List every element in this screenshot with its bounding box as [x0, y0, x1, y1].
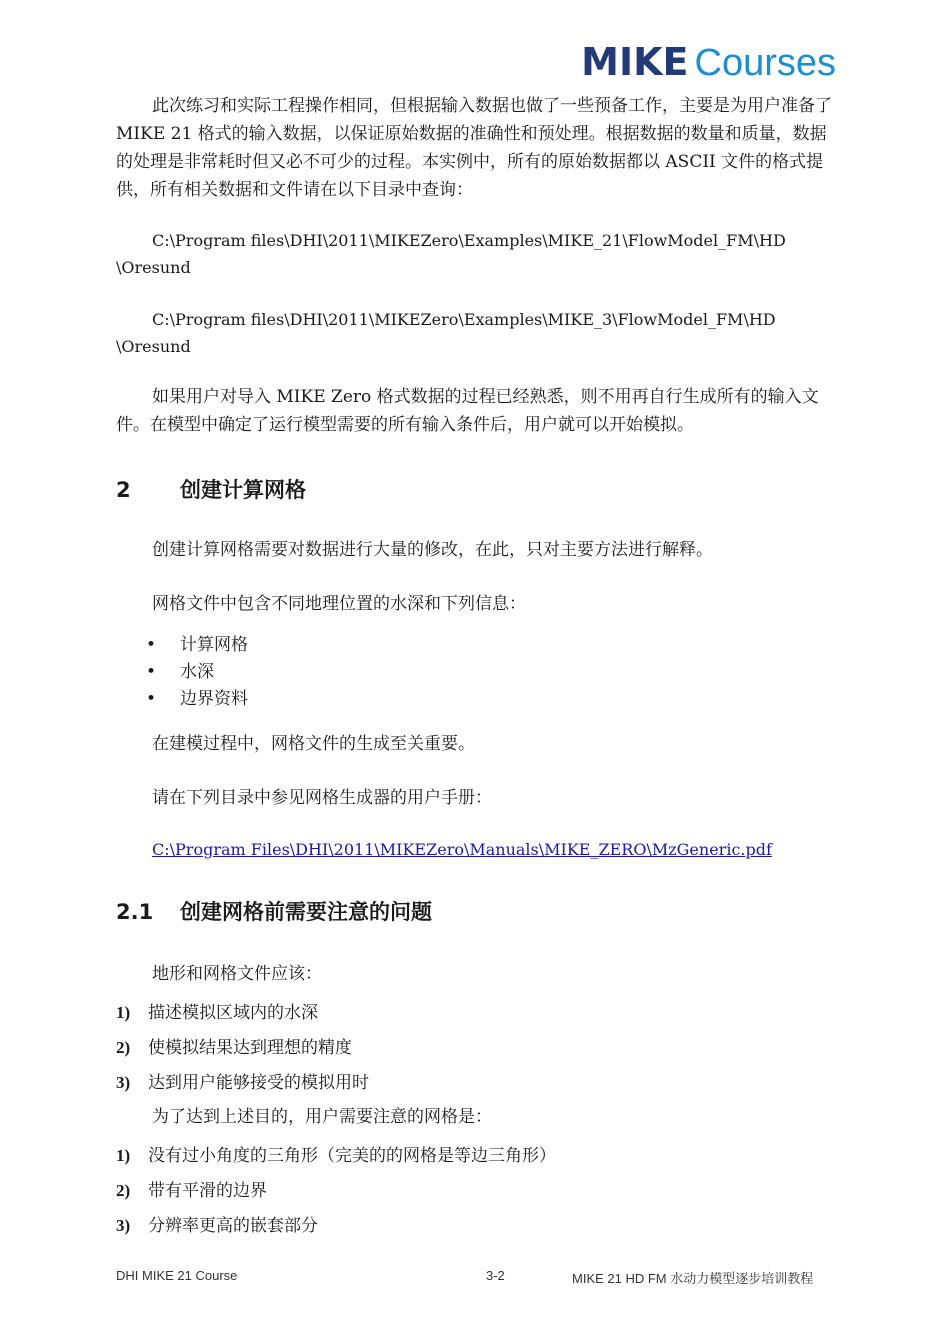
footer-page-number: 3-2	[486, 1268, 505, 1283]
footer-right: MIKE 21 HD FM 水动力模型逐步培训教程	[572, 1271, 814, 1286]
list-text: 使模拟结果达到理想的精度	[148, 1038, 352, 1058]
bullet-item	[146, 684, 248, 709]
list-text: 达到用户能够接受的模拟用时	[148, 1073, 369, 1093]
logo-mike-text: MIKE	[581, 40, 689, 84]
mike-courses-logo	[581, 40, 836, 85]
list-item	[116, 1033, 352, 1058]
list-number: 1)	[116, 1146, 131, 1165]
section-2-1-heading	[116, 896, 432, 926]
manual-path-link[interactable]: C:\Program Files\DHI\2011\MIKEZero\Manuals\MIKE_ZERO\MzGeneric.pdf	[152, 840, 772, 859]
section-2-para-4: 请在下列目录中参见网格生成器的用户手册：	[152, 788, 492, 808]
bullet-dot: •	[146, 662, 157, 682]
list-number: 1)	[116, 1003, 131, 1022]
bullet-text: 边界资料	[180, 689, 248, 709]
path-line-2a: C:\Program files\DHI\2011\MIKEZero\Examples\MIKE_3\FlowModel_FM\HD	[152, 310, 776, 329]
list-item	[116, 1068, 369, 1093]
list-item	[116, 998, 318, 1023]
section-2-1-para-2: 为了达到上述目的，用户需要注意的网格是：	[152, 1107, 492, 1127]
logo-courses-text: Courses	[694, 42, 836, 84]
section-2-title: 创建计算网格	[180, 478, 306, 502]
list-item	[116, 1211, 318, 1236]
list-number: 3)	[116, 1073, 131, 1092]
path-line-1b: \Oresund	[116, 258, 191, 277]
section-2-para-1: 创建计算网格需要对数据进行大量的修改，在此，只对主要方法进行解释。	[152, 540, 713, 560]
bullet-item	[146, 657, 214, 682]
list-text: 没有过小角度的三角形（完美的的网格是等边三角形）	[148, 1146, 556, 1166]
list-number: 2)	[116, 1038, 131, 1057]
list-item	[116, 1141, 556, 1166]
section-2-1-number: 2.1	[116, 900, 154, 924]
section-2-number: 2	[116, 478, 131, 502]
section-2-1-title: 创建网格前需要注意的问题	[180, 900, 432, 924]
bullet-dot: •	[146, 689, 157, 709]
section-2-para-2: 网格文件中包含不同地理位置的水深和下列信息：	[152, 594, 526, 614]
section-2-para-3: 在建模过程中，网格文件的生成至关重要。	[152, 734, 475, 754]
list-text: 描述模拟区域内的水深	[148, 1003, 318, 1023]
intro-paragraph: 此次练习和实际工程操作相同，但根据输入数据也做了一些预备工作，主要是为用户准备了 MIKE 21 格式的输入数据，以保证原始数据的准确性和预处理。根据数据的数量和质量，数据的处理是非常耗时但又必不可少的过程。本实例中，所有的原始数据都以 ASCII 文件的格式提供，所有相关数据和文件请在以下目录中查询：	[116, 96, 832, 200]
path-line-2b: \Oresund	[116, 337, 191, 356]
list-number: 2)	[116, 1181, 131, 1200]
list-text: 带有平滑的边界	[148, 1181, 267, 1201]
bullet-item	[146, 630, 248, 655]
footer-left: DHI MIKE 21 Course	[116, 1268, 238, 1283]
path-line-1a: C:\Program files\DHI\2011\MIKEZero\Examples\MIKE_21\FlowModel_FM\HD	[152, 231, 786, 250]
bullet-text: 计算网格	[180, 635, 248, 655]
section-2-1-para-1: 地形和网格文件应该：	[152, 964, 322, 984]
list-number: 3)	[116, 1216, 131, 1235]
section-2-heading	[116, 474, 306, 504]
list-text: 分辨率更高的嵌套部分	[148, 1216, 318, 1236]
bullet-text: 水深	[180, 662, 214, 682]
paragraph-2: 如果用户对导入 MIKE Zero 格式数据的过程已经熟悉，则不用再自行生成所有的输入文件。在模型中确定了运行模型需要的所有输入条件后，用户就可以开始模拟。	[116, 387, 819, 435]
list-item	[116, 1176, 267, 1201]
bullet-dot: •	[146, 635, 157, 655]
